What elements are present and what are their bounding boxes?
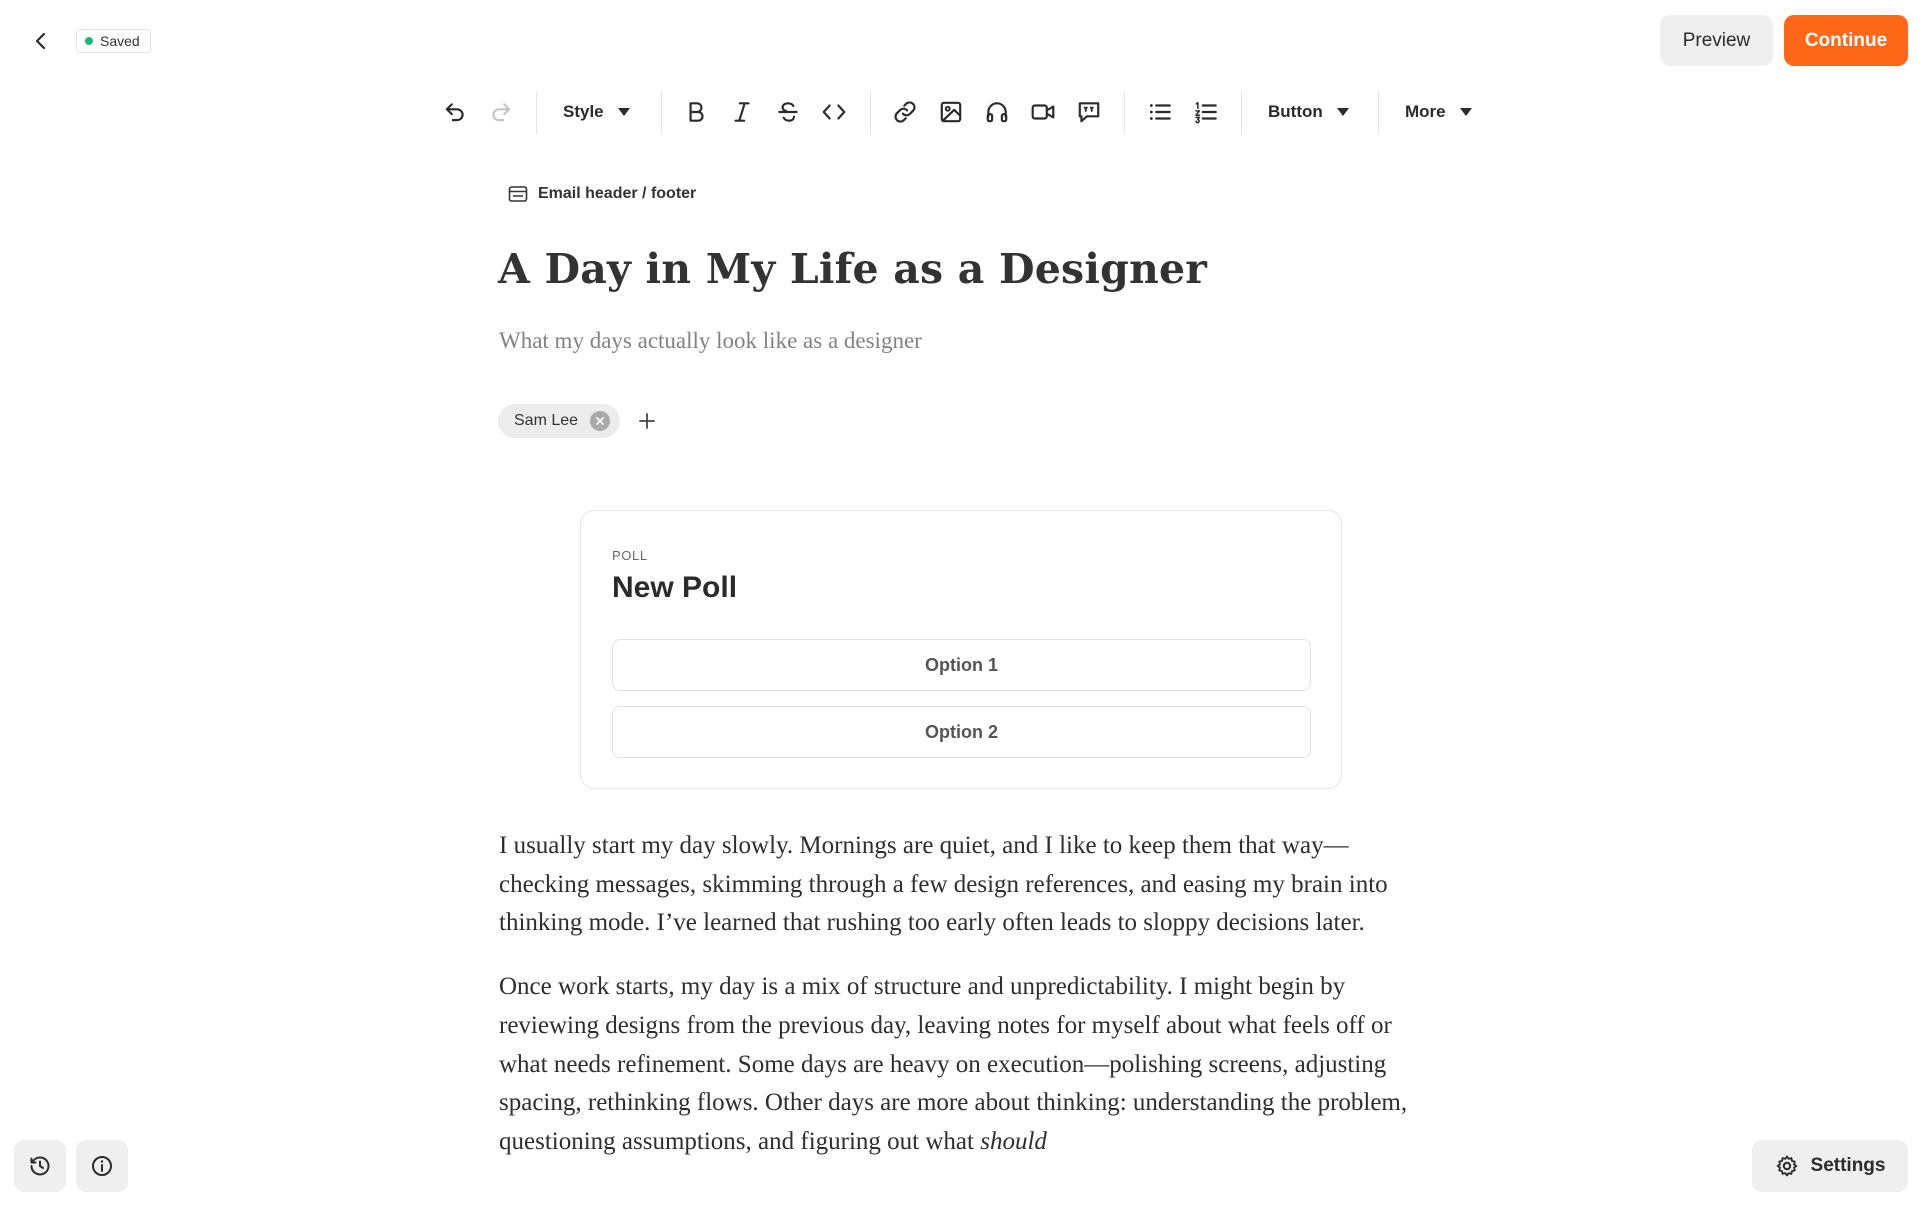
image-icon: [938, 99, 964, 125]
history-icon: [28, 1154, 52, 1178]
email-template-icon: [508, 185, 528, 203]
formatting-toolbar: [0, 90, 1920, 134]
bold-icon: [683, 99, 709, 125]
toolbar-divider: [536, 92, 537, 134]
code-button[interactable]: [814, 90, 854, 134]
poll-kicker: POLL: [612, 548, 648, 563]
body-paragraph-text: Once work starts, my day is a mix of structure and unpredictability. I might begin by reviewing designs from the previous day, leaving notes for myself about what feels off or what needs refinement. Some days are heavy on execution—polishing screens, adjusting spacing, rethinking flows. Other days are more about thinking: understanding the problem, questioning assumptions, and figuring out what: [499, 973, 1408, 1155]
post-body[interactable]: [499, 827, 1424, 1187]
gear-icon: [1775, 1154, 1799, 1178]
video-button[interactable]: [1023, 90, 1063, 134]
toolbar-divider: [661, 92, 662, 134]
redo-icon: [488, 99, 514, 125]
audio-button[interactable]: [977, 90, 1017, 134]
version-history-button[interactable]: [14, 1140, 66, 1192]
info-icon: [90, 1154, 114, 1178]
button-dropdown[interactable]: [1268, 90, 1349, 134]
continue-button[interactable]: Continue: [1784, 15, 1908, 66]
poll-title: New Poll: [612, 571, 738, 604]
link-button[interactable]: [885, 90, 925, 134]
email-header-footer-label: Email header / footer: [538, 185, 697, 202]
style-dropdown-label: Style: [563, 102, 604, 121]
headphones-icon: [984, 99, 1010, 125]
toolbar-divider: [870, 92, 871, 134]
top-bar: [0, 0, 1920, 80]
button-dropdown-label: Button: [1268, 102, 1323, 121]
italic-icon: [729, 99, 755, 125]
body-paragraph: [499, 968, 1424, 1162]
info-button[interactable]: [76, 1140, 128, 1192]
poll-block[interactable]: [580, 510, 1342, 789]
add-author-button[interactable]: [632, 406, 662, 436]
toolbar-divider: [1378, 92, 1379, 134]
strikethrough-icon: [775, 99, 801, 125]
post-title[interactable]: A Day in My Life as a Designer: [498, 245, 1208, 293]
style-dropdown[interactable]: [563, 90, 630, 134]
body-paragraph: I usually start my day slowly. Mornings are quiet, and I like to keep them that way—checking messages, skimming through a few design references, and easing my brain into thinking mode. I’ve learned that rushing too early often leads to sloppy decisions later.: [499, 832, 1388, 937]
status-text: Saved: [100, 33, 140, 49]
preview-button[interactable]: Preview: [1660, 15, 1773, 66]
close-icon: [595, 416, 605, 426]
email-header-footer-link[interactable]: [508, 181, 696, 207]
settings-button[interactable]: [1752, 1140, 1908, 1192]
code-icon: [821, 99, 847, 125]
emphasized-text: should: [980, 1127, 1047, 1155]
image-button[interactable]: [931, 90, 971, 134]
status-dot: [85, 37, 93, 45]
more-dropdown[interactable]: [1405, 90, 1472, 134]
poll-option[interactable]: Option 1: [612, 639, 1311, 691]
post-subtitle[interactable]: What my days actually look like as a designer: [499, 328, 922, 353]
back-button[interactable]: [24, 24, 58, 58]
redo-button[interactable]: [481, 90, 521, 134]
toolbar-divider: [1241, 92, 1242, 134]
author-chip: [498, 404, 620, 438]
saved-status-badge: [76, 29, 151, 53]
quote-icon: [1076, 99, 1102, 125]
poll-option[interactable]: Option 2: [612, 706, 1311, 758]
toolbar-divider: [1124, 92, 1125, 134]
numbered-list-button[interactable]: [1186, 90, 1226, 134]
video-icon: [1030, 99, 1056, 125]
chevron-left-icon: [31, 31, 51, 51]
undo-button[interactable]: [435, 90, 475, 134]
remove-author-button[interactable]: [590, 411, 610, 431]
caret-down-icon: [1337, 108, 1349, 116]
more-dropdown-label: More: [1405, 102, 1446, 121]
plus-icon: [638, 412, 656, 430]
bulleted-list-button[interactable]: [1140, 90, 1180, 134]
bulleted-list-icon: [1147, 99, 1173, 125]
bold-button[interactable]: [676, 90, 716, 134]
author-name: Sam Lee: [514, 412, 579, 429]
numbered-list-icon: [1193, 99, 1219, 125]
link-icon: [892, 99, 918, 125]
quote-button[interactable]: [1069, 90, 1109, 134]
caret-down-icon: [618, 108, 630, 116]
italic-button[interactable]: [722, 90, 762, 134]
settings-label: Settings: [1810, 1155, 1886, 1176]
caret-down-icon: [1460, 108, 1472, 116]
strikethrough-button[interactable]: [768, 90, 808, 134]
undo-icon: [442, 99, 468, 125]
